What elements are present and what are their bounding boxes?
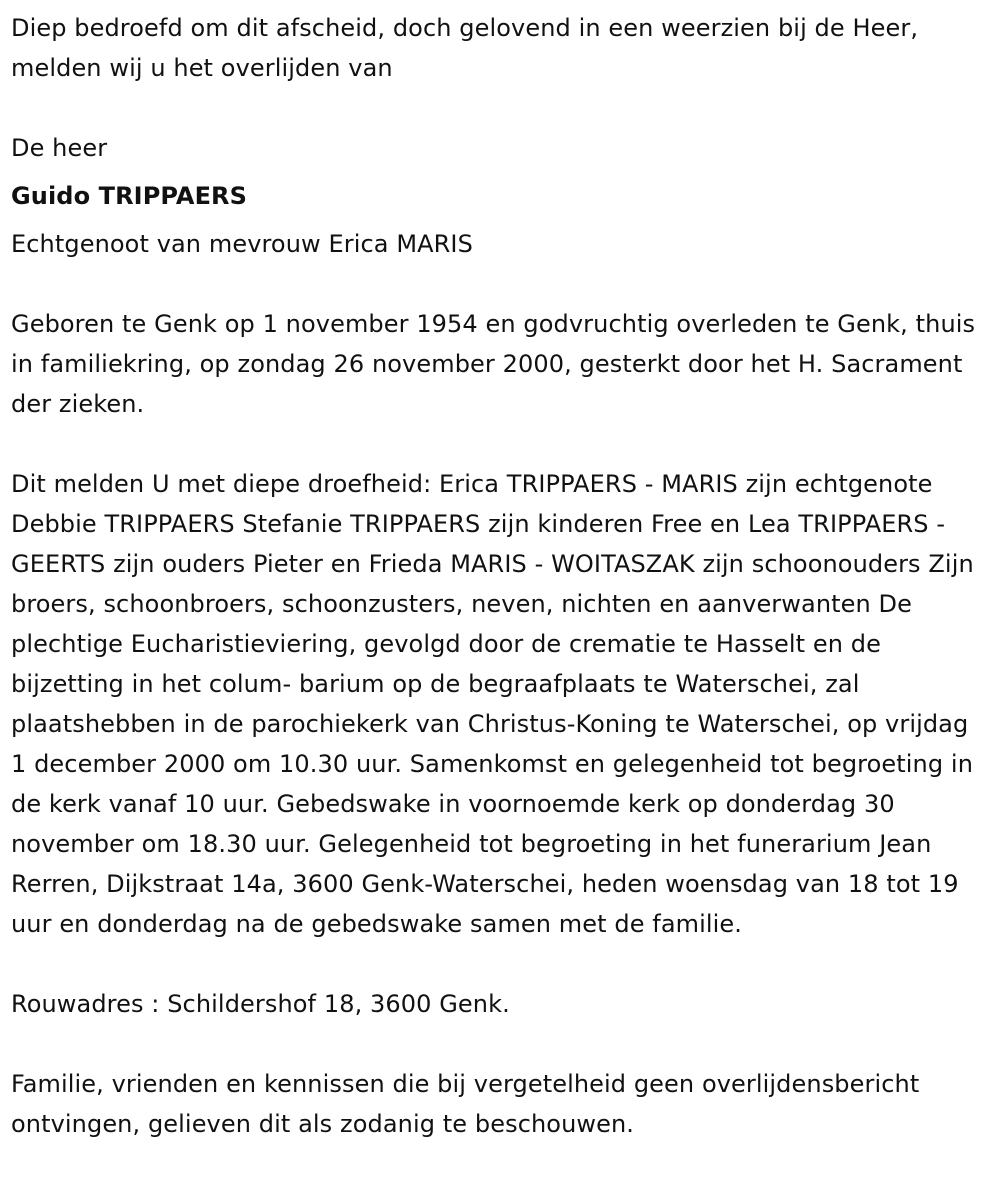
mourning-address: Rouwadres : Schildershof 18, 3600 Genk. xyxy=(11,990,510,1018)
spouse-line: Echtgenoot van mevrouw Erica MARIS xyxy=(11,230,473,258)
deceased-name: Guido TRIPPAERS xyxy=(11,182,248,210)
salutation: De heer xyxy=(11,134,108,162)
birth-death-paragraph: Geboren te Genk op 1 november 1954 en godvruchtig overleden te Genk, thuis in familiekring, op zondag 26 november 2000, gesterkt door het H. Sacrament der zieken. xyxy=(11,310,976,418)
intro-paragraph: Diep bedroefd om dit afscheid, doch gelovend in een weerzien bij de Heer, melden wij u het overlijden van xyxy=(11,14,919,82)
announcement-paragraph: Dit melden U met diepe droefheid: Erica TRIPPAERS - MARIS zijn echtgenote Debbie TRIPPAERS Stefanie TRIPPAERS zijn kinderen Free en Lea TRIPPAERS - GEERTS zijn ouders Pieter en Frieda MARIS - WOITASZAK zijn schoonouders Zijn broers, schoonbroers, schoonzusters, neven, nichten en aanverwanten De plechtige Eucharistieviering, gevolgd door de crematie te Hasselt en de bijzetting in het colum- barium op de begraafplaats te Waterschei, zal plaatshebben in de parochiekerk van Christus-Koning te Waterschei, op vrijdag 1 december 2000 om 10.30 uur. Samenkomst en gelegenheid tot begroeting in de kerk vanaf 10 uur. Gebedswake in voornoemde kerk op donderdag 30 november om 18.30 uur. Gelegenheid tot begroeting in het funerarium Jean Rerren, Dijkstraat 14a, 3600 Genk-Waterschei, heden woensdag van 18 tot 19 uur en donderdag na de gebedswake samen met de familie. xyxy=(11,470,974,938)
closing-note: Familie, vrienden en kennissen die bij vergetelheid geen overlijdensbericht ontvingen, gelieven dit als zodanig te beschouwen. xyxy=(11,1070,920,1138)
